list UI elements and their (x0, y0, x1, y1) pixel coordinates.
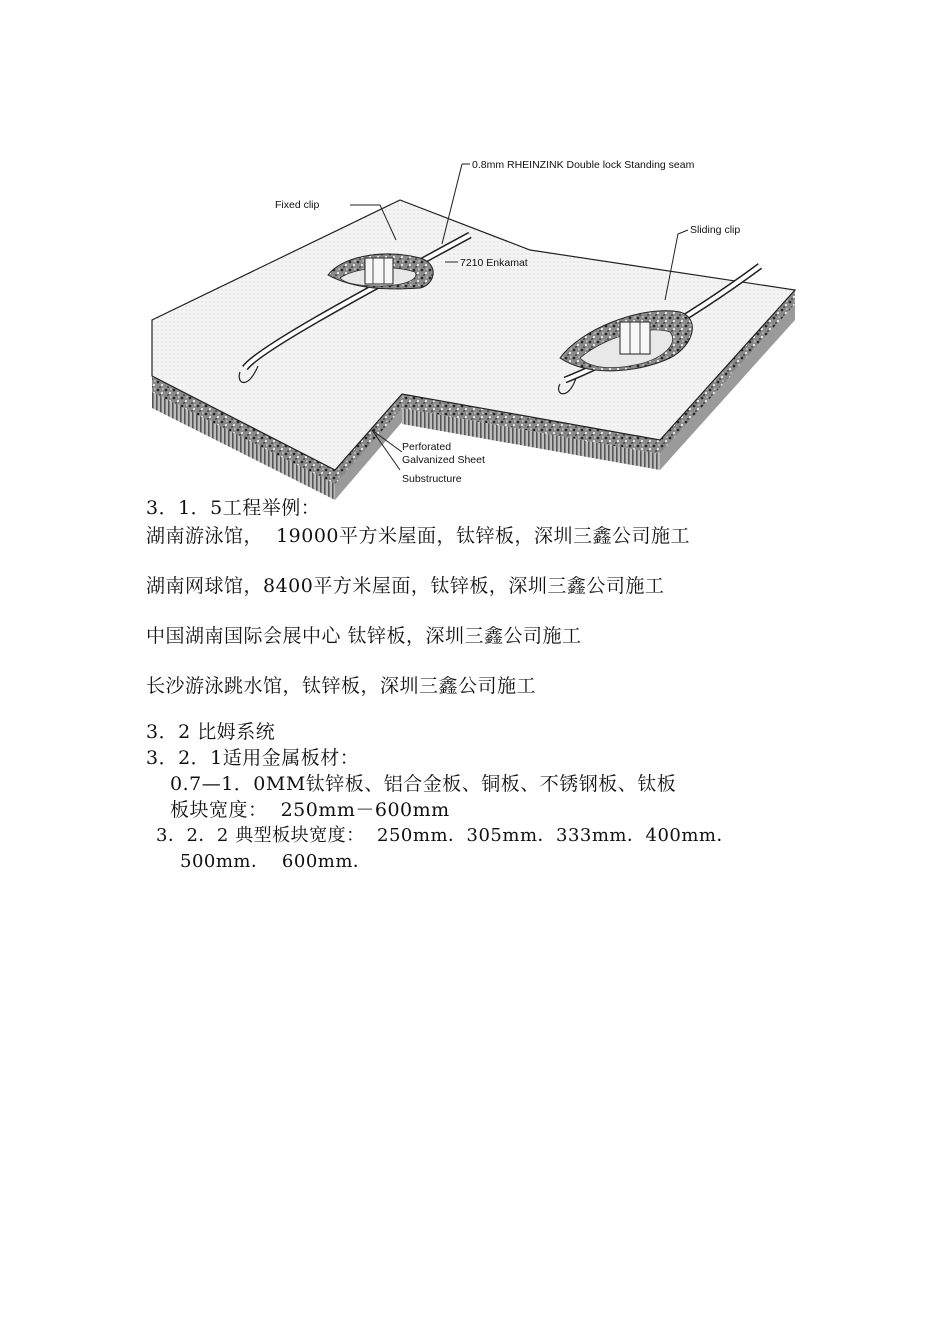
label-galvanized-sheet: Galvanized Sheet (402, 454, 485, 466)
label-enkamat: 7210 Enkamat (460, 257, 528, 269)
section-3-2-2-line-2: 500mm． 600mm． (180, 851, 372, 872)
label-sliding-clip: Sliding clip (690, 224, 741, 236)
label-fixed-clip: Fixed clip (275, 199, 320, 211)
label-standing-seam: 0.8mm RHEINZINK Double lock Standing seam (472, 159, 695, 171)
section-3-1-5-heading: 3．1．5工程举例： (146, 497, 321, 519)
section-3-2-heading: 3．2 比姆系统 (146, 721, 276, 743)
section-3-2-2-line-1: 3．2．2 典型板块宽度： 250mm．305mm．333mm．400mm． (156, 825, 735, 846)
roof-system-diagram (140, 140, 810, 500)
label-substructure: Substructure (402, 473, 462, 485)
label-perforated: Perforated (402, 441, 452, 453)
section-3-2-1-heading: 3．2．1适用金属板材： (146, 747, 360, 769)
panel-width-line: 板块宽度： 250mm－600mm (170, 799, 450, 821)
materials-line: 0.7—1．0MM钛锌板、铝合金板、铜板、不锈钢板、钛板 (170, 773, 677, 795)
project-line-3: 中国湖南国际会展中心 钛锌板，深圳三鑫公司施工 (146, 625, 582, 647)
project-line-2: 湖南网球馆，8400平方米屋面，钛锌板，深圳三鑫公司施工 (146, 575, 665, 597)
project-line-4: 长沙游泳跳水馆，钛锌板，深圳三鑫公司施工 (146, 675, 537, 697)
project-line-1: 湖南游泳馆， 19000平方米屋面，钛锌板，深圳三鑫公司施工 (146, 525, 691, 547)
